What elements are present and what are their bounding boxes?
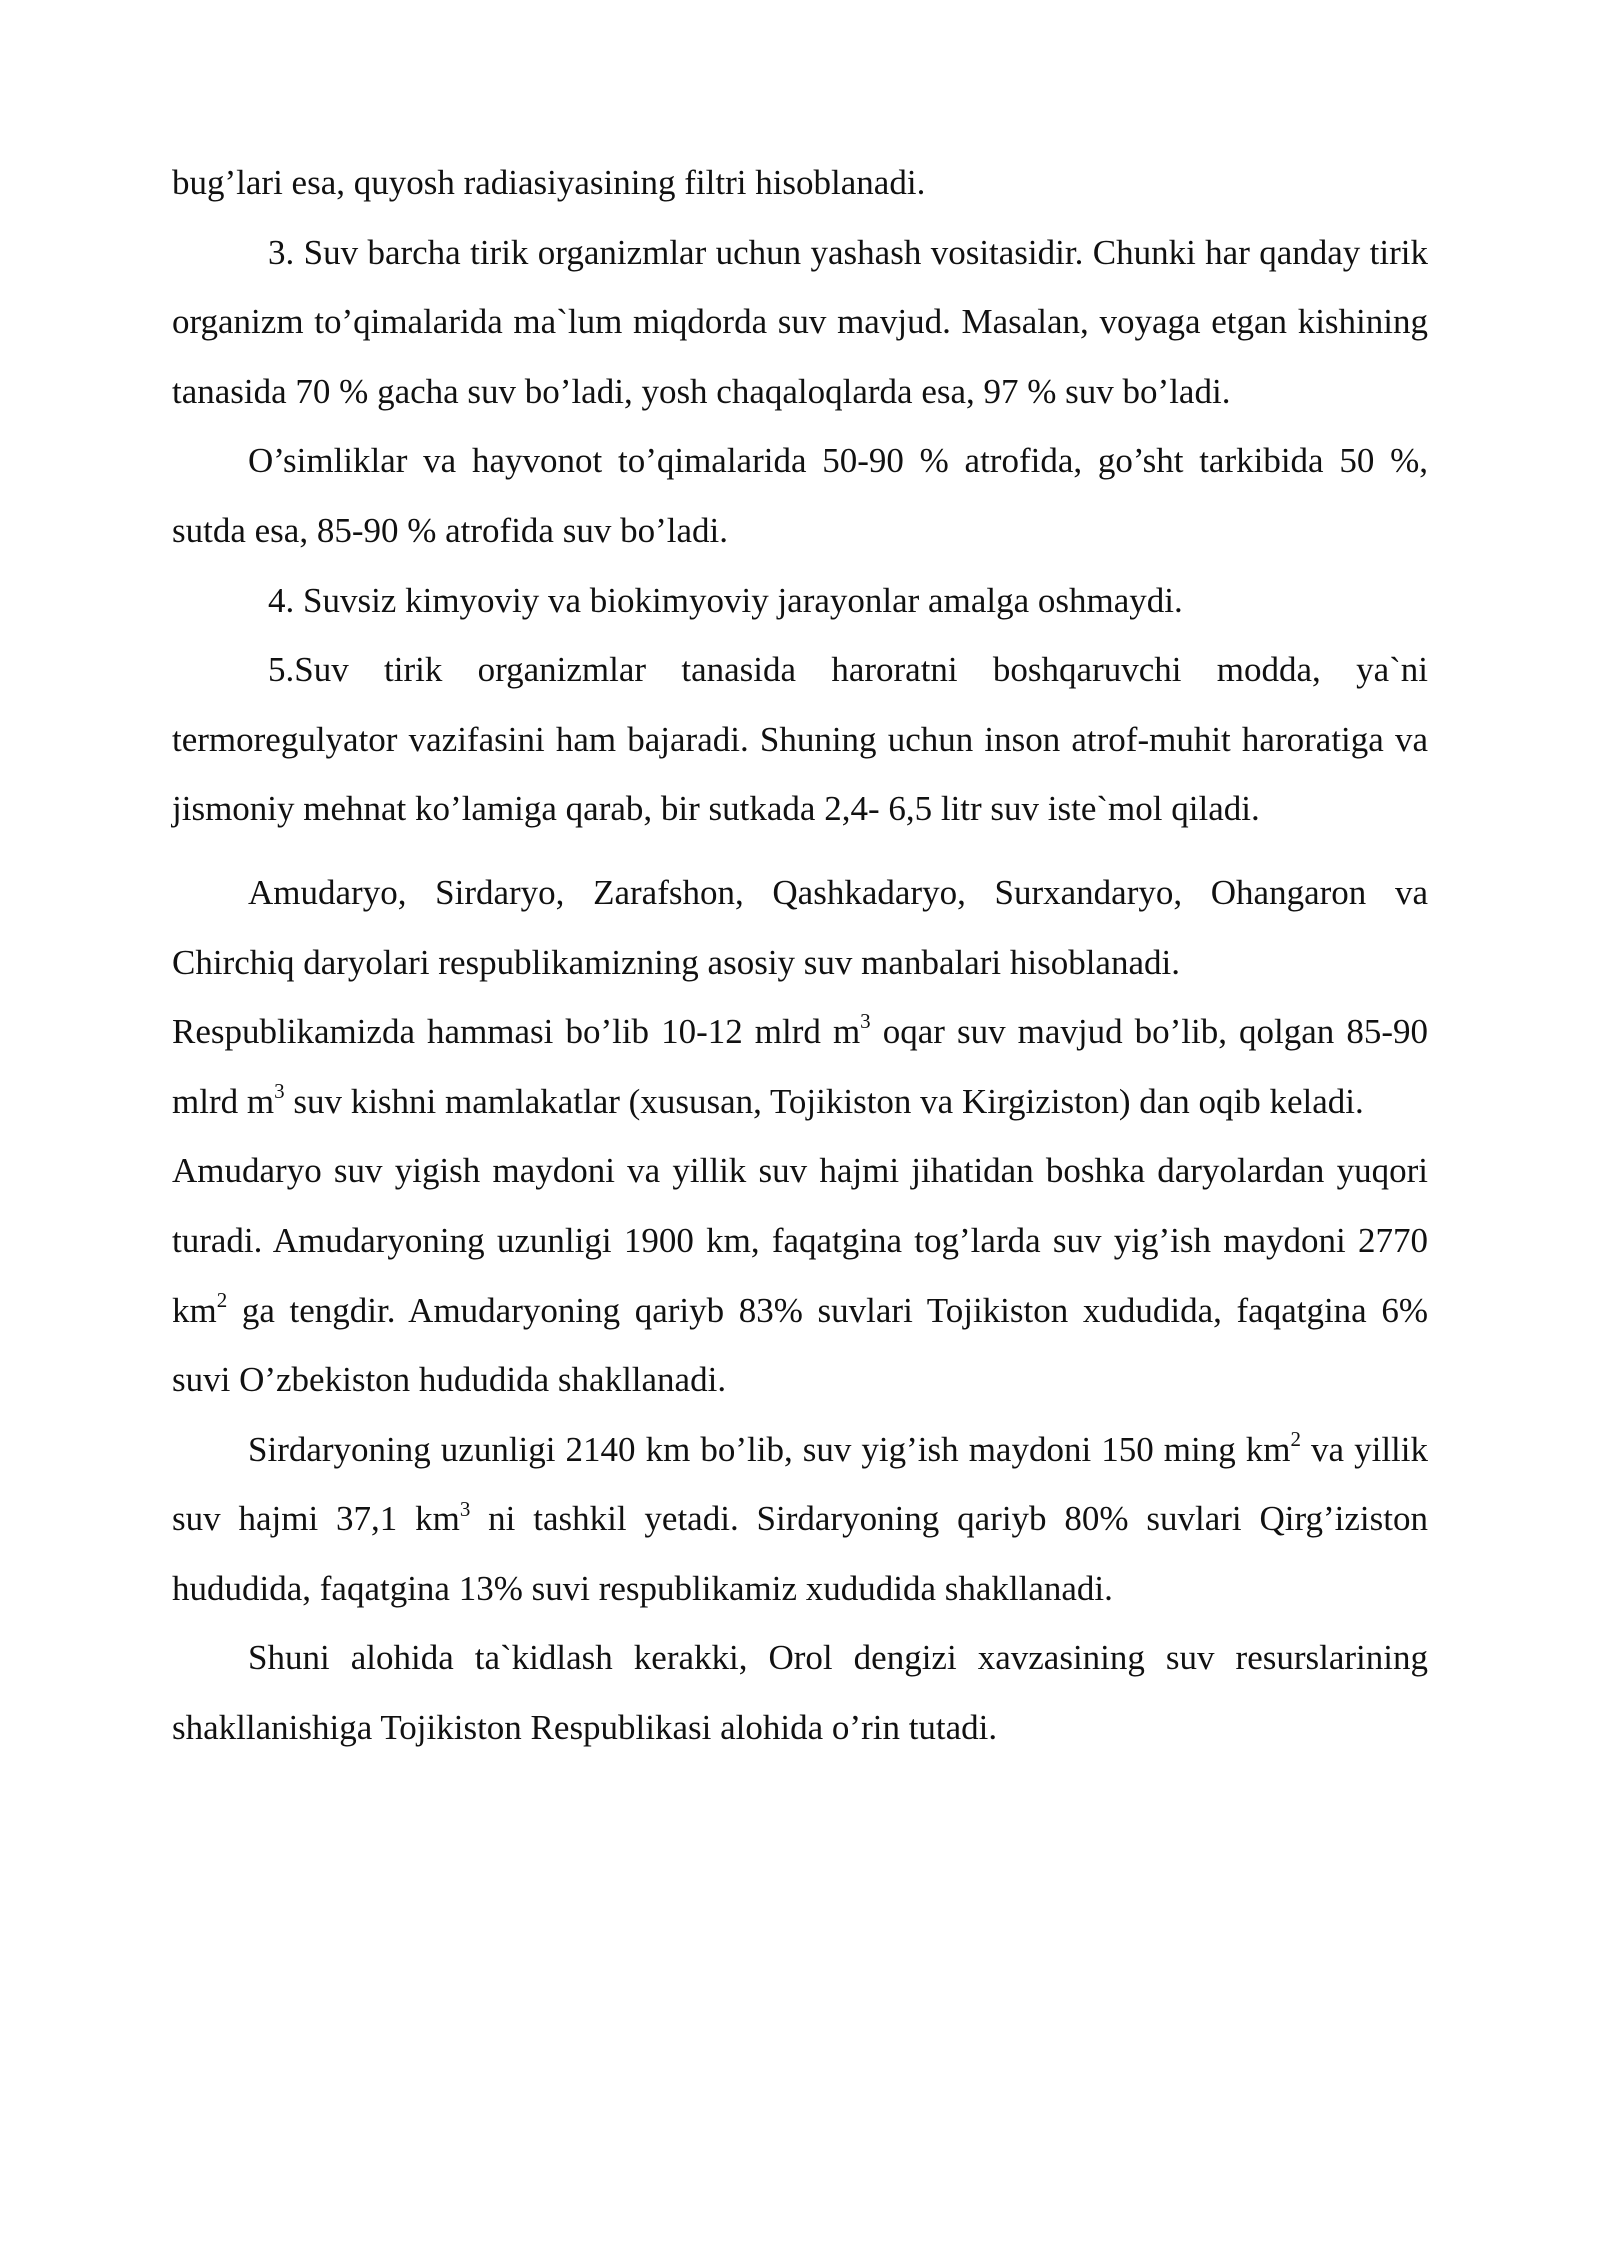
paragraph-sirdaryo	[172, 1415, 1428, 1624]
paragraph-plant-animal-water: O’simliklar va hayvonot to’qimalarida 50-90 % atrofida, go’sht tarkibida 50 %, sutda esa, 85-90 % atrofida suv bo’ladi.	[172, 441, 1428, 550]
text-run: Respublikamizda hammasi bo’lib 10-12 mlrd m	[172, 1012, 861, 1052]
text-run: Amudaryo suv yigish maydoni va yillik suv hajmi jihatidan boshka daryolardan yuqori turadi. Amudaryoning uzunligi 1900 km, faqatgina tog’larda suv yig’ish maydoni 2770 km	[172, 1151, 1428, 1330]
superscript: 3	[459, 1496, 471, 1521]
paragraph-point-3: 3. Suv barcha tirik organizmlar uchun yashash vositasidir. Chunki har qanday tirik organizm to’qimalarida ma`lum miqdorda suv mavjud. Masalan, voyaga etgan kishining tanasida 70 % gacha suv bo’ladi, yosh chaqaloqlarda esa, 97 % suv bo’ladi.	[172, 232, 1428, 411]
paragraph-point-5: 5.Suv tirik organizmlar tanasida haroratni boshqaruvchi modda, ya`ni termoregulyator vazifasini ham bajaradi. Shuning uchun inson atrof-muhit haroratiga va jismoniy mehnat ko’lamiga qarab, bir sutkada 2,4- 6,5 litr suv iste`mol qiladi.	[172, 650, 1428, 829]
paragraph-rivers: Amudaryo, Sirdaryo, Zarafshon, Qashkadaryo, Surxandaryo, Ohangaron va Chirchiq daryolari respublikamizning asosiy suv manbalari hisoblanadi.	[172, 872, 1428, 982]
document-body	[172, 148, 1428, 1763]
text-run: ni tashkil yetadi. Sirdaryoning qariyb 80% suvlari Qirg’iziston hududida, faqatgina 13% suvi respublikamiz xududida shakllanadi.	[172, 1499, 1428, 1608]
text-run: suv kishni mamlakatlar (xususan, Tojikiston va Kirgiziston) dan oqib keladi.	[284, 1081, 1364, 1121]
text-run: ga tengdir. Amudaryoning qariyb 83% suvlari Tojikiston xududida, faqatgina 6% suvi O’zbekiston hududida shakllanadi.	[172, 1290, 1428, 1400]
superscript: 2	[216, 1287, 228, 1312]
paragraph-water-volume	[172, 997, 1428, 1136]
superscript: 3	[274, 1079, 285, 1104]
superscript: 3	[860, 1009, 871, 1034]
text-run: Sirdaryoning uzunligi 2140 km bo’lib, suv yig’ish maydoni 150 ming km	[248, 1429, 1291, 1469]
paragraph-continuation: bug’lari esa, quyosh radiasiyasining filtri hisoblanadi.	[172, 163, 926, 202]
paragraph-orol: Shuni alohida ta`kidlash kerakki, Orol dengizi xavzasining suv resurslarining shakllanishiga Tojikiston Respublikasi alohida o’rin tutadi.	[172, 1638, 1428, 1748]
superscript: 2	[1290, 1427, 1301, 1452]
text-run: va yillik suv hajmi 37,1 km	[172, 1429, 1429, 1539]
text-run: oqar suv mavjud bo’lib, qolgan 85-90 mlrd m	[172, 1012, 1428, 1121]
paragraph-amudaryo	[172, 1136, 1428, 1414]
paragraph-point-4: 4. Suvsiz kimyoviy va biokimyoviy jarayonlar amalga oshmaydi.	[268, 580, 1183, 620]
